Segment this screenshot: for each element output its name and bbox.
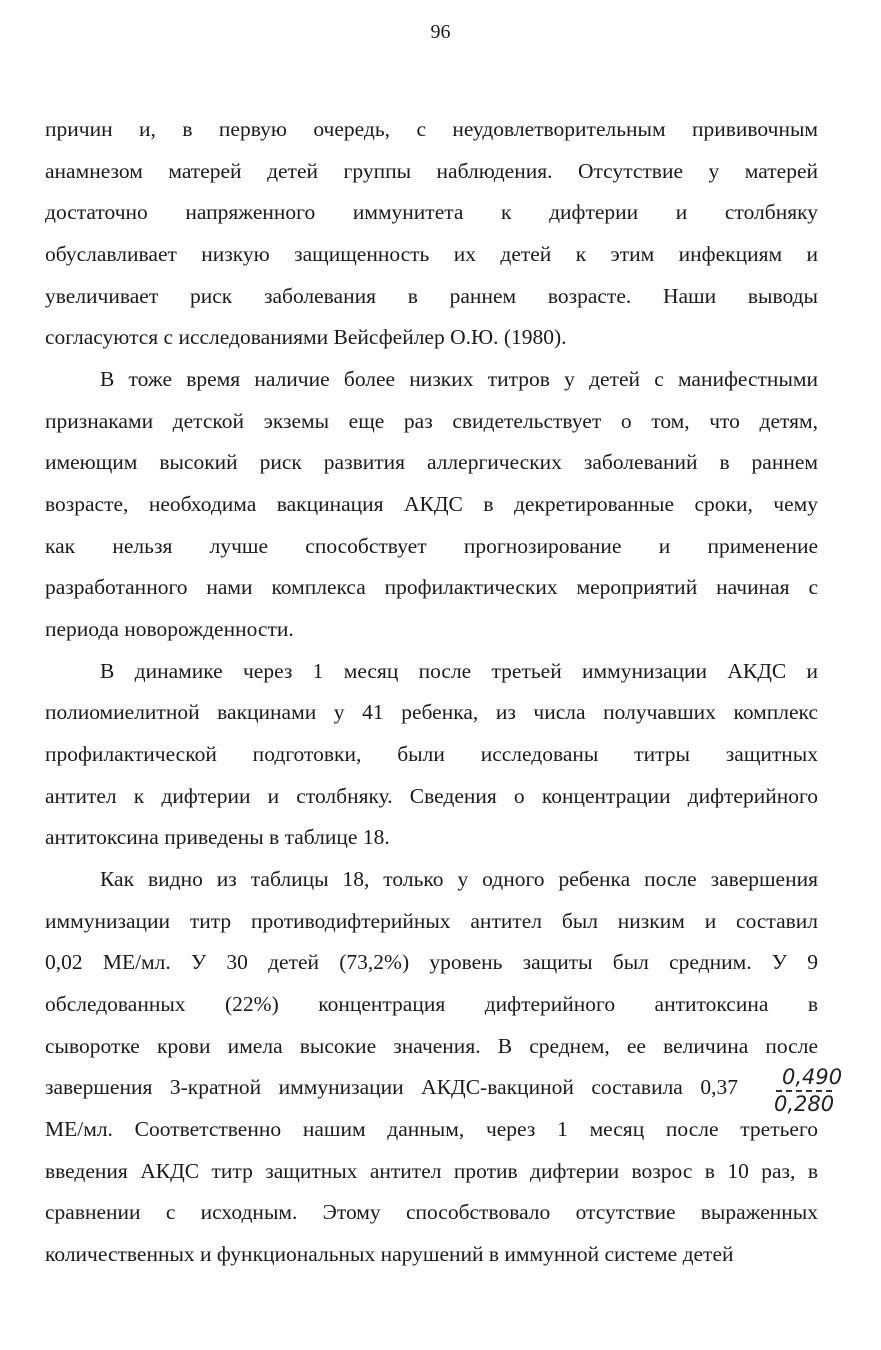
text-line: анамнезом матерей детей группы наблюдения. Отсутствие у матерей	[45, 159, 818, 183]
text-line: антитоксина приведены в таблице 18.	[45, 825, 390, 849]
text-line: периода новорожденности.	[45, 617, 294, 641]
text-line: антител к дифтерии и столбняку. Сведения о концентрации дифтерийного	[45, 784, 818, 808]
text-line: 0,02 МЕ/мл. У 30 детей (73,2%) уровень защиты был средним. У 9	[45, 950, 818, 974]
text-line: возрасте, необходима вакцинация АКДС в декретированные сроки, чему	[45, 492, 818, 516]
handwritten-upper-value: 0,490	[782, 1065, 843, 1089]
text-line: обследованных (22%) концентрация дифтерийного антитоксина в	[45, 992, 818, 1016]
text-line: обуславливает низкую защищенность их детей к этим инфекциям и	[45, 242, 818, 266]
text-line: количественных и функциональных нарушений в иммунной системе детей	[45, 1242, 734, 1266]
text-line: имеющим высокий риск развития аллергических заболеваний в раннем	[45, 450, 818, 474]
text-line: согласуются с исследованиями Вейсфейлер О.Ю. (1980).	[45, 325, 567, 349]
handwritten-lower-value: 0,280	[774, 1092, 835, 1116]
text-line: В тоже время наличие более низких титров у детей с манифестными	[100, 367, 818, 391]
handwritten-fraction	[772, 1066, 842, 1118]
text-line: МЕ/мл. Соответственно нашим данным, через 1 месяц после третьего	[45, 1117, 818, 1141]
text-line: завершения 3-кратной иммунизации АКДС-вакциной составила 0,37	[45, 1075, 738, 1099]
text-line: иммунизации титр противодифтерийных антител был низким и составил	[45, 909, 818, 933]
page-number: 96	[430, 21, 451, 43]
text-line: достаточно напряженного иммунитета к дифтерии и столбняку	[45, 200, 818, 224]
text-line: как нельзя лучше способствует прогнозирование и применение	[45, 534, 818, 558]
text-line: профилактической подготовки, были исследованы титры защитных	[45, 742, 818, 766]
text-line: сравнении с исходным. Этому способствовало отсутствие выраженных	[45, 1200, 818, 1224]
text-line: причин и, в первую очередь, с неудовлетворительным прививочным	[45, 117, 818, 141]
text-line: признаками детской экземы еще раз свидетельствует о том, что детям,	[45, 409, 818, 433]
text-line: сыворотке крови имела высокие значения. В среднем, ее величина после	[45, 1034, 818, 1058]
text-line: Как видно из таблицы 18, только у одного ребенка после завершения	[100, 867, 818, 891]
text-line: увеличивает риск заболевания в раннем возрасте. Наши выводы	[45, 284, 818, 308]
text-line: разработанного нами комплекса профилактических мероприятий начиная с	[45, 575, 818, 599]
text-line: введения АКДС титр защитных антител против дифтерии возрос в 10 раз, в	[45, 1159, 818, 1183]
text-line: полиомиелитной вакцинами у 41 ребенка, из числа получавших комплекс	[45, 700, 818, 724]
text-line: В динамике через 1 месяц после третьей иммунизации АКДС и	[100, 659, 818, 683]
